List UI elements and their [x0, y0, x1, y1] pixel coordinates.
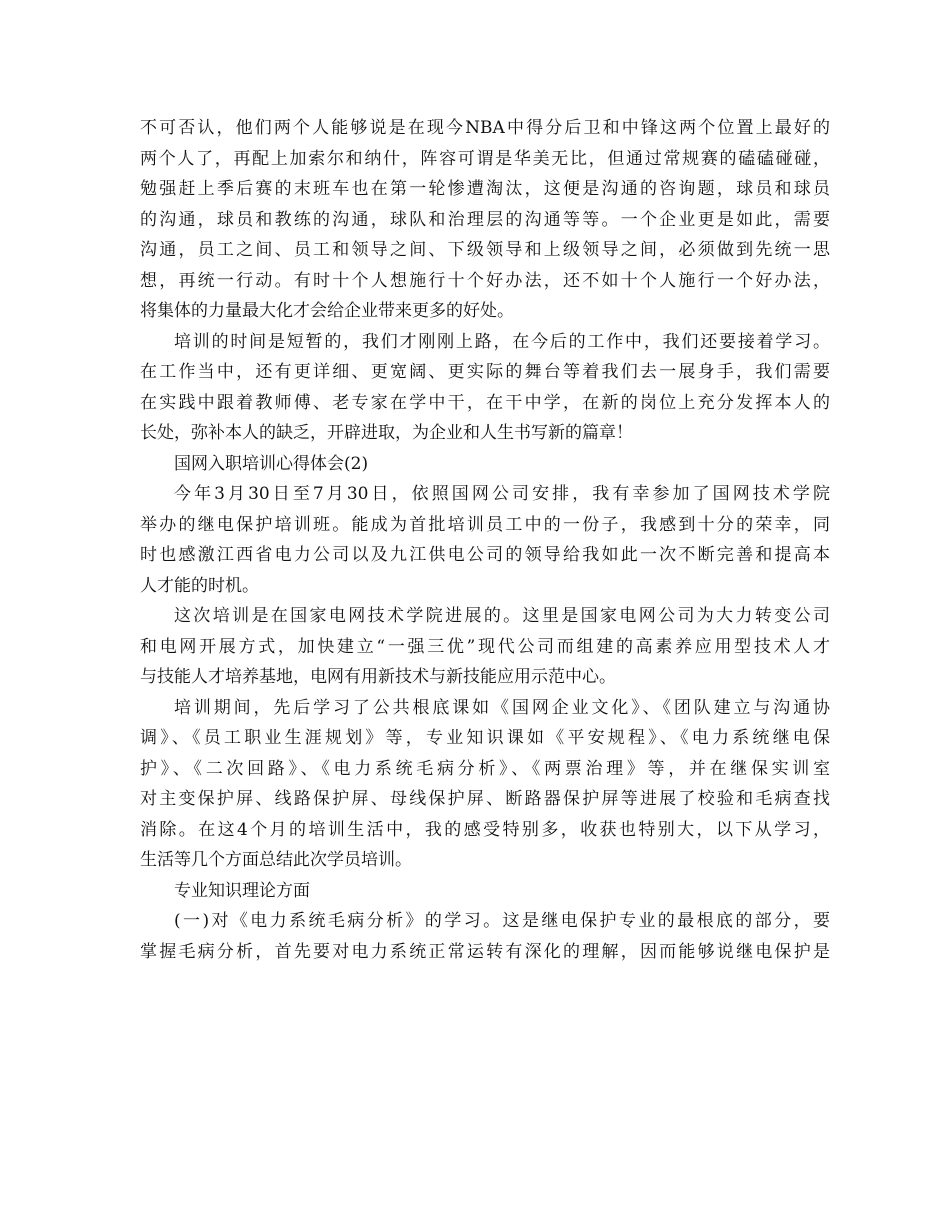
text-line: 生活等几个方面总结此次学员培训。 [140, 850, 412, 870]
text-line: 消除。在这4个月的培训生活中，我的感受特别多，收获也特别大，以下从学习， [140, 819, 830, 840]
text-line: 将集体的力量最大化才会给企业带来更多的好处。 [140, 301, 514, 321]
text-line: 的沟通，球员和教练的沟通，球队和治理层的沟通等等。一个企业更是如此，需要 [140, 209, 830, 230]
text-line: 培训的时间是短暂的，我们才刚刚上路，在今后的工作中，我们还要接着学习。 [174, 331, 830, 352]
text-line: 长处，弥补本人的缺乏，开辟进取，为企业和人生书写新的篇章！ [140, 423, 633, 443]
text-line: 专业知识理论方面 [174, 880, 310, 901]
text-line: 在实践中跟着教师傅、老专家在学中干，在干中学，在新的岗位上充分发挥本人的 [140, 392, 830, 413]
text-line: 举办的继电保护培训班。能成为首批培训员工中的一份子，我感到十分的荣幸，同 [140, 514, 830, 535]
text-line: (一)对《电力系统毛病分析》的学习。这是继电保护专业的最根底的部分，要 [174, 911, 830, 931]
text-line: 人才能的时机。 [140, 575, 259, 596]
text-line: 对主变保护屏、线路保护屏、母线保护屏、断路器保护屏等进展了校验和毛病查找 [140, 789, 830, 809]
text-line: 不可否认，他们两个人能够说是在现今NBA中得分后卫和中锋这两个位置上最好的 [140, 118, 830, 138]
text-line: 两个人了，再配上加索尔和纳什，阵容可谓是华美无比，但通过常规赛的磕磕碰碰， [140, 148, 830, 169]
text-line: 想，再统一行动。有时十个人想施行十个好办法，还不如十个人施行一个好办法， [140, 270, 830, 291]
text-line: 护》、《二次回路》、《电力系统毛病分析》、《两票治理》等，并在继保实训室 [140, 758, 830, 779]
text-line: 培训期间，先后学习了公共根底课如《国网企业文化》、《团队建立与沟通协 [174, 697, 830, 718]
text-line: 今年3月30日至7月30日，依照国网公司安排，我有幸参加了国网技术学院 [174, 484, 830, 504]
text-line: 沟通，员工之间、员工和领导之间、下级领导和上级领导之间，必须做到先统一思 [140, 240, 830, 260]
text-line: 这次培训是在国家电网技术学院进展的。这里是国家电网公司为大力转变公司 [174, 606, 830, 626]
text-line: 和电网开展方式，加快建立“一强三优”现代公司而组建的高素养应用型技术人才 [140, 636, 830, 657]
text-line: 在工作当中，还有更详细、更宽阔、更实际的舞台等着我们去一展身手，我们需要 [140, 362, 830, 382]
text-line: 国网入职培训心得体会(2) [174, 453, 369, 474]
text-line: 掌握毛病分析，首先要对电力系统正常运转有深化的理解，因而能够说继电保护是 [140, 941, 830, 962]
text-line: 调》、《员工职业生涯规划》等，专业知识课如《平安规程》、《电力系统继电保 [140, 728, 830, 748]
text-line: 勉强赶上季后赛的末班车也在第一轮惨遭淘汰，这便是沟通的咨询题，球员和球员 [140, 179, 830, 199]
document-body [140, 113, 830, 967]
text-line: 与技能人才培养基地，电网有用新技术与新技能应用示范中心。 [140, 667, 616, 687]
text-line: 时也感激江西省电力公司以及九江供电公司的领导给我如此一次不断完善和提高本 [140, 545, 830, 565]
